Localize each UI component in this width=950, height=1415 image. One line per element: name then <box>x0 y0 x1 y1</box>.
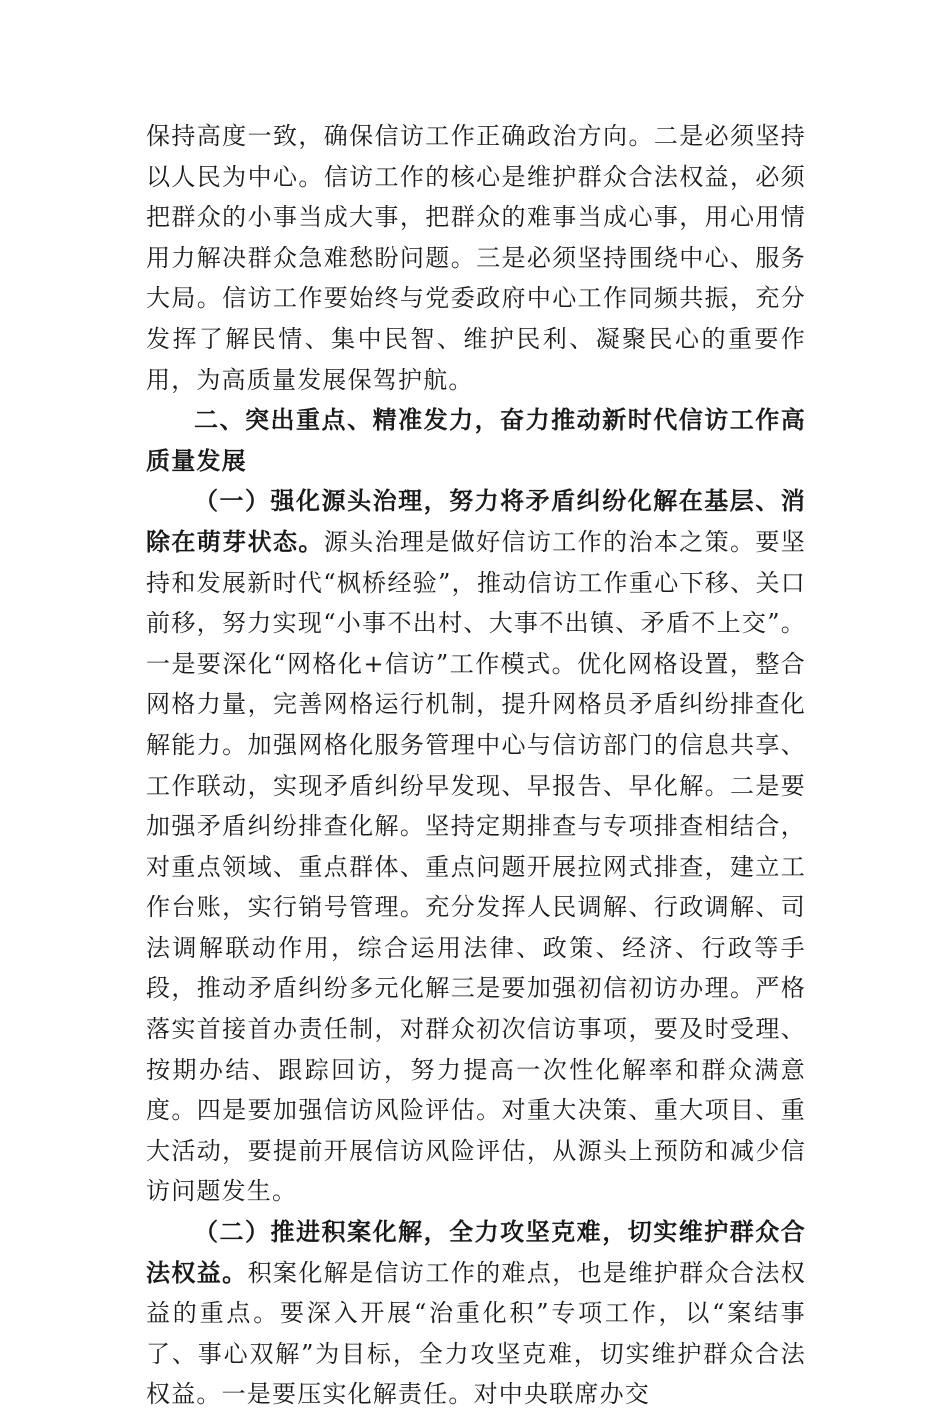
subsection-lead-2: （二）推进积案化解，全力攻坚克难，切实维护群众合法权益。 <box>146 1218 806 1287</box>
paragraph-continuation: 保持高度一致，确保信访工作正确政治方向。二是必须坚持以人民为中心。信访工作的核心是维护群众合法权益，必须把群众的小事当成大事，把群众的难事当成心事，用心用情用力解决群众急难愁盼问题。三是必须坚持围绕中心、服务大局。信访工作要始终与党委政府中心工作同频共振，充分发挥了解民情、集中民智、维护民利、凝聚民心的重要作用，为高质量发展保驾护航。 <box>146 122 806 394</box>
subsection-lead-1: （一）强化源头治理，努力将矛盾纠纷化解在基层、消除在萌芽状态。 <box>146 487 806 556</box>
subsection-paragraph-1 <box>146 481 806 1212</box>
subsection-body-1: 源头治理是做好信访工作的治本之策。要坚持和发展新时代“枫桥经验”，推动信访工作重心下移、关口前移，努力实现“小事不出村、大事不出镇、矛盾不上交”。一是要深化“网格化+信访”工作模式。优化网格设置，整合网格力量，完善网格运行机制，提升网格员矛盾纠纷排查化解能力。加强网格化服务管理中心与信访部门的信息共享、工作联动，实现矛盾纠纷早发现、早报告、早化解。二是要加强矛盾纠纷排查化解。坚持定期排查与专项排查相结合，对重点领域、重点群体、重点问题开展拉网式排查，建立工作台账，实行销号管理。充分发挥人民调解、行政调解、司法调解联动作用，综合运用法律、政策、经济、行政等手段，推动矛盾纠纷多元化解三是要加强初信初访办理。严格落实首接首办责任制，对群众初次信访事项，要及时受理、按期办结、跟踪回访，努力提高一次性化解率和群众满意度。四是要加强信访风险评估。对重大决策、重大项目、重大活动，要提前开展信访风险评估，从源头上预防和减少信访问题发生。 <box>146 527 806 1206</box>
section-heading: 二、突出重点、精准发力，奋力推动新时代信访工作高质量发展 <box>146 406 806 475</box>
subsection-body-2: 积案化解是信访工作的难点，也是维护群众合法权益的重点。要深入开展“治重化积”专项工作，以“案结事了、事心双解”为目标，全力攻坚克难，切实维护群众合法权益。一是要压实化解责任。对中央联席办交 <box>146 1258 806 1409</box>
document-page <box>146 116 806 1415</box>
subsection-paragraph-2 <box>146 1212 806 1415</box>
